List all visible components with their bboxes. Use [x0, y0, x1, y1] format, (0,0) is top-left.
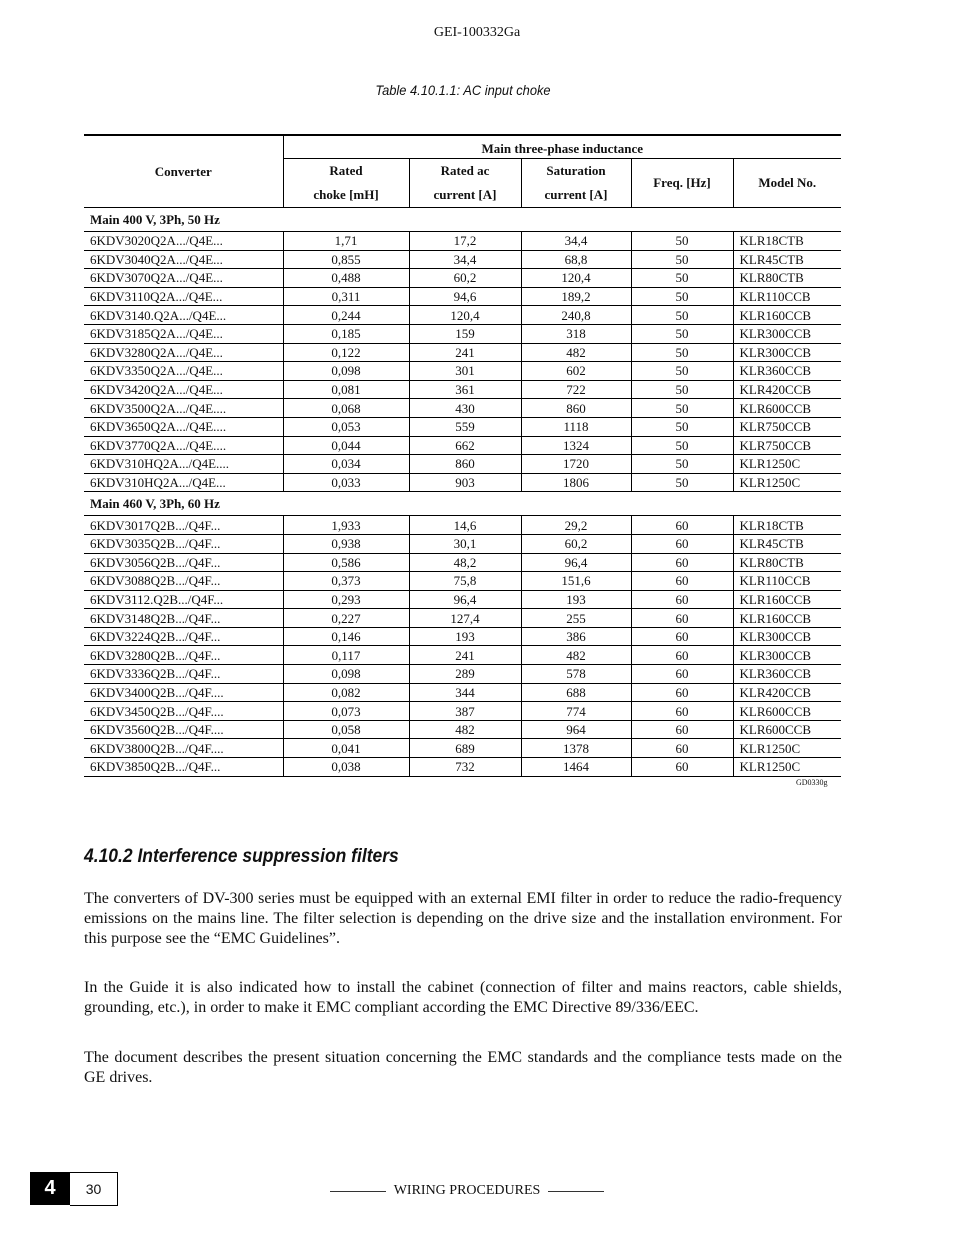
cell-rated-choke: 0,081 — [283, 380, 409, 399]
paragraph: In the Guide it is also indicated how to install the cabinet (connection of filter and mains reactors, cable shields, grounding, etc.), in order to make it EMC compliant according the EMC Directive 89/336/EEC. — [84, 979, 842, 1016]
cell-converter: 6KDV3280Q2A.../Q4E... — [84, 343, 283, 362]
cell-rated-current: 17,2 — [409, 232, 521, 251]
cell-converter: 6KDV3420Q2A.../Q4E... — [84, 380, 283, 399]
cell-rated-choke: 0,068 — [283, 399, 409, 418]
cell-saturation: 189,2 — [521, 287, 631, 306]
cell-saturation: 318 — [521, 324, 631, 343]
cell-rated-choke: 0,146 — [283, 627, 409, 646]
cell-freq: 60 — [631, 572, 733, 591]
cell-freq: 60 — [631, 590, 733, 609]
cell-model: KLR360CCB — [733, 665, 841, 684]
figure-code: GD0330g — [796, 778, 828, 787]
col-saturation-header: Saturation current [A] — [521, 159, 631, 208]
cell-converter: 6KDV3035Q2B.../Q4F... — [84, 534, 283, 553]
cell-rated-current: 14,6 — [409, 516, 521, 535]
cell-saturation: 1324 — [521, 436, 631, 455]
cell-rated-choke: 0,058 — [283, 720, 409, 739]
paragraph: The document describes the present situation concerning the EMC standards and the compliance tests made on the GE drives. — [84, 1049, 842, 1086]
cell-freq: 50 — [631, 269, 733, 288]
cell-converter: 6KDV3140.Q2A.../Q4E... — [84, 306, 283, 325]
cell-converter: 6KDV3800Q2B.../Q4F.... — [84, 739, 283, 758]
cell-rated-current: 689 — [409, 739, 521, 758]
cell-model: KLR750CCB — [733, 436, 841, 455]
cell-rated-choke: 0,373 — [283, 572, 409, 591]
table-row — [84, 516, 841, 535]
cell-freq: 50 — [631, 250, 733, 269]
cell-saturation: 193 — [521, 590, 631, 609]
cell-rated-current: 48,2 — [409, 553, 521, 572]
table-row — [84, 590, 841, 609]
cell-model: KLR300CCB — [733, 343, 841, 362]
cell-freq: 50 — [631, 324, 733, 343]
cell-model: KLR1250C — [733, 473, 841, 492]
cell-rated-current: 96,4 — [409, 590, 521, 609]
cell-saturation: 482 — [521, 646, 631, 665]
cell-rated-current: 860 — [409, 455, 521, 474]
cell-rated-choke: 0,117 — [283, 646, 409, 665]
cell-model: KLR160CCB — [733, 609, 841, 628]
cell-rated-choke: 0,082 — [283, 683, 409, 702]
table-row — [84, 343, 841, 362]
cell-model: KLR600CCB — [733, 399, 841, 418]
cell-rated-current: 662 — [409, 436, 521, 455]
cell-rated-current: 94,6 — [409, 287, 521, 306]
cell-rated-current: 482 — [409, 720, 521, 739]
section-title: Main 460 V, 3Ph, 60 Hz — [84, 492, 841, 516]
cell-freq: 60 — [631, 534, 733, 553]
cell-converter: 6KDV3224Q2B.../Q4F... — [84, 627, 283, 646]
cell-rated-current: 301 — [409, 362, 521, 381]
cell-rated-current: 241 — [409, 646, 521, 665]
cell-model: KLR600CCB — [733, 702, 841, 721]
paragraph: The converters of DV-300 series must be equipped with an external EMI filter in order to reduce the radio-frequency emissions on the mains line. The filter selection is depending on the drive size and the installation environment. For this purpose see the “EMC Guidelines”. — [84, 890, 842, 947]
cell-saturation: 1378 — [521, 739, 631, 758]
cell-converter: 6KDV3040Q2A.../Q4E... — [84, 250, 283, 269]
cell-freq: 50 — [631, 362, 733, 381]
choke-table — [84, 134, 841, 777]
cell-converter: 6KDV3185Q2A.../Q4E... — [84, 324, 283, 343]
cell-model: KLR750CCB — [733, 417, 841, 436]
cell-converter: 6KDV3400Q2B.../Q4F.... — [84, 683, 283, 702]
cell-model: KLR160CCB — [733, 306, 841, 325]
cell-rated-choke: 0,053 — [283, 417, 409, 436]
cell-rated-choke: 0,098 — [283, 665, 409, 684]
cell-converter: 6KDV310HQ2A.../Q4E.... — [84, 455, 283, 474]
cell-freq: 60 — [631, 609, 733, 628]
cell-rated-current: 430 — [409, 399, 521, 418]
cell-rated-choke: 0,311 — [283, 287, 409, 306]
cell-freq: 60 — [631, 627, 733, 646]
cell-rated-choke: 0,038 — [283, 758, 409, 777]
table-row — [84, 362, 841, 381]
table-body — [84, 208, 841, 777]
cell-rated-choke: 0,938 — [283, 534, 409, 553]
cell-rated-current: 159 — [409, 324, 521, 343]
cell-rated-current: 30,1 — [409, 534, 521, 553]
cell-freq: 50 — [631, 306, 733, 325]
cell-saturation: 1464 — [521, 758, 631, 777]
cell-rated-current: 732 — [409, 758, 521, 777]
cell-converter: 6KDV3650Q2A.../Q4E.... — [84, 417, 283, 436]
cell-saturation: 120,4 — [521, 269, 631, 288]
cell-model: KLR18CTB — [733, 516, 841, 535]
table-row — [84, 609, 841, 628]
cell-model: KLR360CCB — [733, 362, 841, 381]
footer-rule-left — [330, 1191, 386, 1192]
cell-freq: 50 — [631, 287, 733, 306]
cell-model: KLR300CCB — [733, 627, 841, 646]
cell-saturation: 68,8 — [521, 250, 631, 269]
footer-title-text: WIRING PROCEDURES — [393, 1183, 541, 1198]
cell-model: KLR110CCB — [733, 287, 841, 306]
table-row — [84, 553, 841, 572]
cell-saturation: 722 — [521, 380, 631, 399]
cell-rated-choke: 0,034 — [283, 455, 409, 474]
cell-rated-choke: 0,073 — [283, 702, 409, 721]
cell-converter: 6KDV310HQ2A.../Q4E... — [84, 473, 283, 492]
cell-saturation: 151,6 — [521, 572, 631, 591]
cell-freq: 60 — [631, 516, 733, 535]
chapter-number: 4 — [30, 1172, 70, 1205]
cell-freq: 50 — [631, 436, 733, 455]
cell-freq: 60 — [631, 665, 733, 684]
cell-rated-choke: 0,855 — [283, 250, 409, 269]
cell-model: KLR420CCB — [733, 380, 841, 399]
table-row — [84, 627, 841, 646]
cell-saturation: 1720 — [521, 455, 631, 474]
section-heading: 4.10.2 Interference suppression filters — [84, 846, 399, 867]
cell-model: KLR600CCB — [733, 720, 841, 739]
cell-saturation: 255 — [521, 609, 631, 628]
cell-model: KLR45CTB — [733, 534, 841, 553]
table-row — [84, 455, 841, 474]
table-row — [84, 665, 841, 684]
cell-saturation: 1118 — [521, 417, 631, 436]
table-row — [84, 269, 841, 288]
cell-saturation: 602 — [521, 362, 631, 381]
cell-converter: 6KDV3110Q2A.../Q4E... — [84, 287, 283, 306]
cell-rated-current: 34,4 — [409, 250, 521, 269]
cell-converter: 6KDV3850Q2B.../Q4F... — [84, 758, 283, 777]
cell-rated-choke: 0,293 — [283, 590, 409, 609]
cell-freq: 50 — [631, 232, 733, 251]
table-row — [84, 250, 841, 269]
cell-converter: 6KDV3112.Q2B.../Q4F... — [84, 590, 283, 609]
cell-rated-choke: 0,122 — [283, 343, 409, 362]
cell-saturation: 60,2 — [521, 534, 631, 553]
table-caption: Table 4.10.1.1: AC input choke — [375, 82, 551, 98]
cell-model: KLR300CCB — [733, 646, 841, 665]
cell-freq: 50 — [631, 455, 733, 474]
cell-saturation: 578 — [521, 665, 631, 684]
cell-model: KLR80CTB — [733, 269, 841, 288]
table-row — [84, 534, 841, 553]
cell-rated-choke: 0,033 — [283, 473, 409, 492]
table-row — [84, 572, 841, 591]
cell-freq: 60 — [631, 646, 733, 665]
cell-model: KLR300CCB — [733, 324, 841, 343]
table-row — [84, 436, 841, 455]
table-row — [84, 683, 841, 702]
cell-rated-current: 903 — [409, 473, 521, 492]
col-rated-current-header: Rated ac current [A] — [409, 159, 521, 208]
cell-rated-choke: 0,098 — [283, 362, 409, 381]
cell-freq: 60 — [631, 702, 733, 721]
cell-rated-current: 387 — [409, 702, 521, 721]
cell-saturation: 482 — [521, 343, 631, 362]
cell-rated-choke: 1,71 — [283, 232, 409, 251]
cell-rated-choke: 1,933 — [283, 516, 409, 535]
cell-rated-choke: 0,227 — [283, 609, 409, 628]
cell-rated-current: 120,4 — [409, 306, 521, 325]
cell-converter: 6KDV3056Q2B.../Q4F... — [84, 553, 283, 572]
cell-converter: 6KDV3450Q2B.../Q4F.... — [84, 702, 283, 721]
cell-saturation: 688 — [521, 683, 631, 702]
cell-saturation: 964 — [521, 720, 631, 739]
cell-rated-choke: 0,244 — [283, 306, 409, 325]
col-model-header: Model No. — [733, 159, 841, 208]
table-row — [84, 380, 841, 399]
cell-rated-choke: 0,185 — [283, 324, 409, 343]
table-row — [84, 232, 841, 251]
cell-model: KLR110CCB — [733, 572, 841, 591]
cell-model: KLR18CTB — [733, 232, 841, 251]
group-header: Main three-phase inductance — [283, 135, 841, 159]
table-row — [84, 399, 841, 418]
col-converter-header: Converter — [84, 135, 283, 208]
footer-title — [330, 1183, 604, 1199]
cell-converter: 6KDV3020Q2A.../Q4E... — [84, 232, 283, 251]
cell-freq: 50 — [631, 380, 733, 399]
cell-converter: 6KDV3017Q2B.../Q4F... — [84, 516, 283, 535]
cell-freq: 60 — [631, 739, 733, 758]
table-row — [84, 758, 841, 777]
table-row — [84, 306, 841, 325]
cell-freq: 50 — [631, 343, 733, 362]
cell-converter: 6KDV3070Q2A.../Q4E... — [84, 269, 283, 288]
cell-converter: 6KDV3088Q2B.../Q4F... — [84, 572, 283, 591]
cell-rated-choke: 0,586 — [283, 553, 409, 572]
cell-converter: 6KDV3280Q2B.../Q4F... — [84, 646, 283, 665]
section-row — [84, 208, 841, 232]
cell-model: KLR420CCB — [733, 683, 841, 702]
cell-model: KLR1250C — [733, 758, 841, 777]
cell-model: KLR80CTB — [733, 553, 841, 572]
cell-saturation: 386 — [521, 627, 631, 646]
table-row — [84, 702, 841, 721]
col-rated-choke-header: Rated choke [mH] — [283, 159, 409, 208]
cell-converter: 6KDV3350Q2A.../Q4E... — [84, 362, 283, 381]
cell-freq: 50 — [631, 473, 733, 492]
cell-converter: 6KDV3336Q2B.../Q4F... — [84, 665, 283, 684]
page-number: 30 — [70, 1172, 118, 1206]
table-row — [84, 720, 841, 739]
section-row — [84, 492, 841, 516]
document-id: GEI-100332Ga — [433, 25, 521, 40]
cell-saturation: 34,4 — [521, 232, 631, 251]
cell-saturation: 860 — [521, 399, 631, 418]
cell-rated-current: 60,2 — [409, 269, 521, 288]
cell-converter: 6KDV3500Q2A.../Q4E.... — [84, 399, 283, 418]
cell-rated-current: 241 — [409, 343, 521, 362]
cell-converter: 6KDV3560Q2B.../Q4F.... — [84, 720, 283, 739]
cell-model: KLR45CTB — [733, 250, 841, 269]
table-row — [84, 646, 841, 665]
cell-rated-current: 289 — [409, 665, 521, 684]
cell-freq: 60 — [631, 683, 733, 702]
cell-saturation: 96,4 — [521, 553, 631, 572]
cell-rated-current: 559 — [409, 417, 521, 436]
cell-rated-choke: 0,044 — [283, 436, 409, 455]
cell-model: KLR1250C — [733, 455, 841, 474]
cell-rated-current: 127,4 — [409, 609, 521, 628]
cell-saturation: 29,2 — [521, 516, 631, 535]
cell-rated-current: 344 — [409, 683, 521, 702]
cell-saturation: 1806 — [521, 473, 631, 492]
cell-rated-current: 361 — [409, 380, 521, 399]
cell-rated-current: 193 — [409, 627, 521, 646]
cell-converter: 6KDV3148Q2B.../Q4F... — [84, 609, 283, 628]
table-row — [84, 324, 841, 343]
cell-rated-current: 75,8 — [409, 572, 521, 591]
footer-rule-right — [548, 1191, 604, 1192]
cell-freq: 60 — [631, 553, 733, 572]
cell-saturation: 240,8 — [521, 306, 631, 325]
cell-freq: 50 — [631, 417, 733, 436]
table-row — [84, 473, 841, 492]
table-row — [84, 739, 841, 758]
cell-saturation: 774 — [521, 702, 631, 721]
cell-model: KLR1250C — [733, 739, 841, 758]
cell-rated-choke: 0,041 — [283, 739, 409, 758]
table-row — [84, 417, 841, 436]
col-freq-header: Freq. [Hz] — [631, 159, 733, 208]
cell-model: KLR160CCB — [733, 590, 841, 609]
cell-converter: 6KDV3770Q2A.../Q4E.... — [84, 436, 283, 455]
cell-freq: 60 — [631, 720, 733, 739]
table-row — [84, 287, 841, 306]
cell-rated-choke: 0,488 — [283, 269, 409, 288]
cell-freq: 60 — [631, 758, 733, 777]
cell-freq: 50 — [631, 399, 733, 418]
section-title: Main 400 V, 3Ph, 50 Hz — [84, 208, 841, 232]
